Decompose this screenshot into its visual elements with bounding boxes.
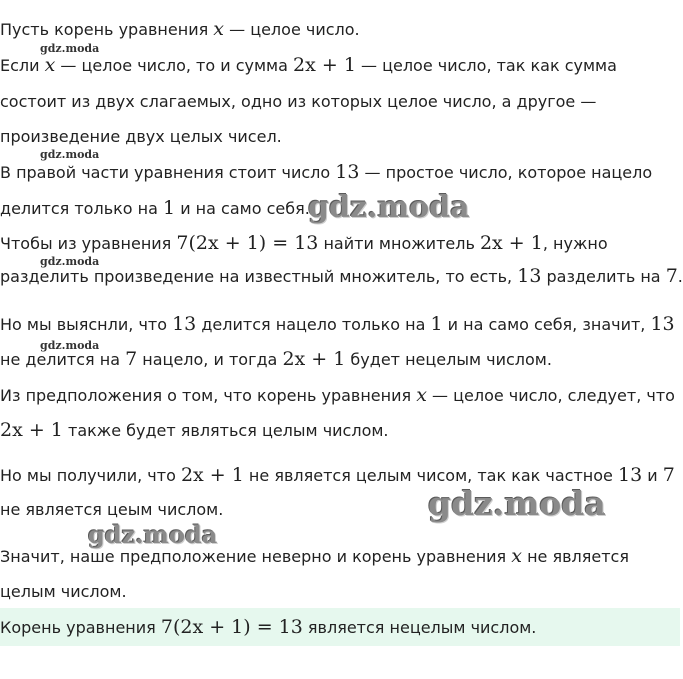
text: — целое число. (224, 20, 360, 39)
watermark-small: gdz.moda (40, 255, 100, 268)
math: 13 (617, 464, 643, 486)
text: делится нацело только на (196, 315, 431, 334)
text: найти множитель (318, 234, 480, 253)
math: 2x + 1 (293, 54, 356, 76)
text-line (0, 264, 683, 289)
watermark-small: gdz.moda (40, 148, 100, 161)
text: целым числом. (0, 582, 127, 601)
math: x (416, 384, 427, 406)
math: 7(2x + 1) = 13 (160, 616, 303, 638)
math: 2x + 1 (0, 419, 63, 441)
text-line (0, 312, 680, 337)
text: разделить произведение на известный множитель, то есть, (0, 267, 518, 286)
text: не является цеым числом. (0, 500, 224, 519)
text: — целое число, так как сумма (355, 56, 617, 75)
text-line (0, 53, 680, 78)
text: и (642, 466, 663, 485)
text: . (677, 267, 683, 286)
text: , нужно (542, 234, 608, 253)
text: Значит, наше предположение неверно и корень уравнения (0, 547, 512, 566)
math: 2x + 1 (180, 464, 244, 486)
answer-box (0, 608, 680, 646)
watermark-big: gdz.moda (88, 520, 218, 549)
math: 7 (125, 348, 138, 370)
text-line (0, 160, 680, 185)
math: 13 (335, 161, 360, 183)
watermark-small: gdz.moda (40, 339, 100, 352)
text-line (0, 90, 680, 114)
text: В правой части уравнения стоит число (0, 163, 336, 182)
text: — целое число, то и сумма (55, 56, 294, 75)
text: также будет являться целым числом. (62, 421, 389, 440)
watermark-big: gdz.moda (308, 190, 470, 225)
math: x (213, 18, 225, 40)
text: Пусть корень уравнения (0, 20, 214, 39)
text: является нецелым числом. (302, 618, 537, 637)
text: состоит из двух слагаемых, одно из которых целое число, а другое — (0, 92, 597, 111)
text: произведение двух целых чисел. (0, 127, 282, 146)
math: 2x + 1 (282, 348, 346, 370)
text-line (0, 383, 680, 408)
text-line (0, 17, 680, 42)
math: 7 (662, 464, 675, 486)
text: — простое число, которое нацело (359, 163, 653, 182)
math: 7 (665, 265, 678, 287)
text: Если (0, 56, 45, 75)
watermark-small: gdz.moda (40, 42, 100, 55)
text: Но мы выяснли, что (0, 315, 173, 334)
text-line (0, 580, 680, 604)
math: 13 (517, 265, 542, 287)
math: 1 (430, 313, 443, 335)
text: — целое число, следует, что (426, 386, 675, 405)
text: не делится на (0, 350, 126, 369)
text: Но мы получили, что (0, 466, 181, 485)
math: 13 (172, 313, 197, 335)
text-line (0, 125, 680, 149)
text: разделить на (541, 267, 666, 286)
text-line (0, 231, 680, 256)
math: x (511, 545, 522, 567)
text: будет нецелым числом. (345, 350, 552, 369)
math: 1 (163, 197, 176, 219)
text: делится только на (0, 199, 164, 218)
text-line (0, 347, 680, 372)
text: и на само себя, значит, (442, 315, 651, 334)
math: x (44, 54, 56, 76)
text: не является целым чисом, так как частное (243, 466, 618, 485)
math: 13 (650, 313, 675, 335)
text: Чтобы из уравнения (0, 234, 177, 253)
text: Корень уравнения (0, 618, 161, 637)
text: нацело, и тогда (137, 350, 283, 369)
text: и на само себя. (175, 199, 310, 218)
math: 2x + 1 (479, 232, 543, 254)
text: Из предположения о том, что корень уравнения (0, 386, 417, 405)
text: не является (521, 547, 629, 566)
answer-line (0, 615, 680, 640)
watermark-big: gdz.moda (428, 484, 606, 523)
math: 7(2x + 1) = 13 (176, 232, 319, 254)
text-line (0, 418, 680, 443)
